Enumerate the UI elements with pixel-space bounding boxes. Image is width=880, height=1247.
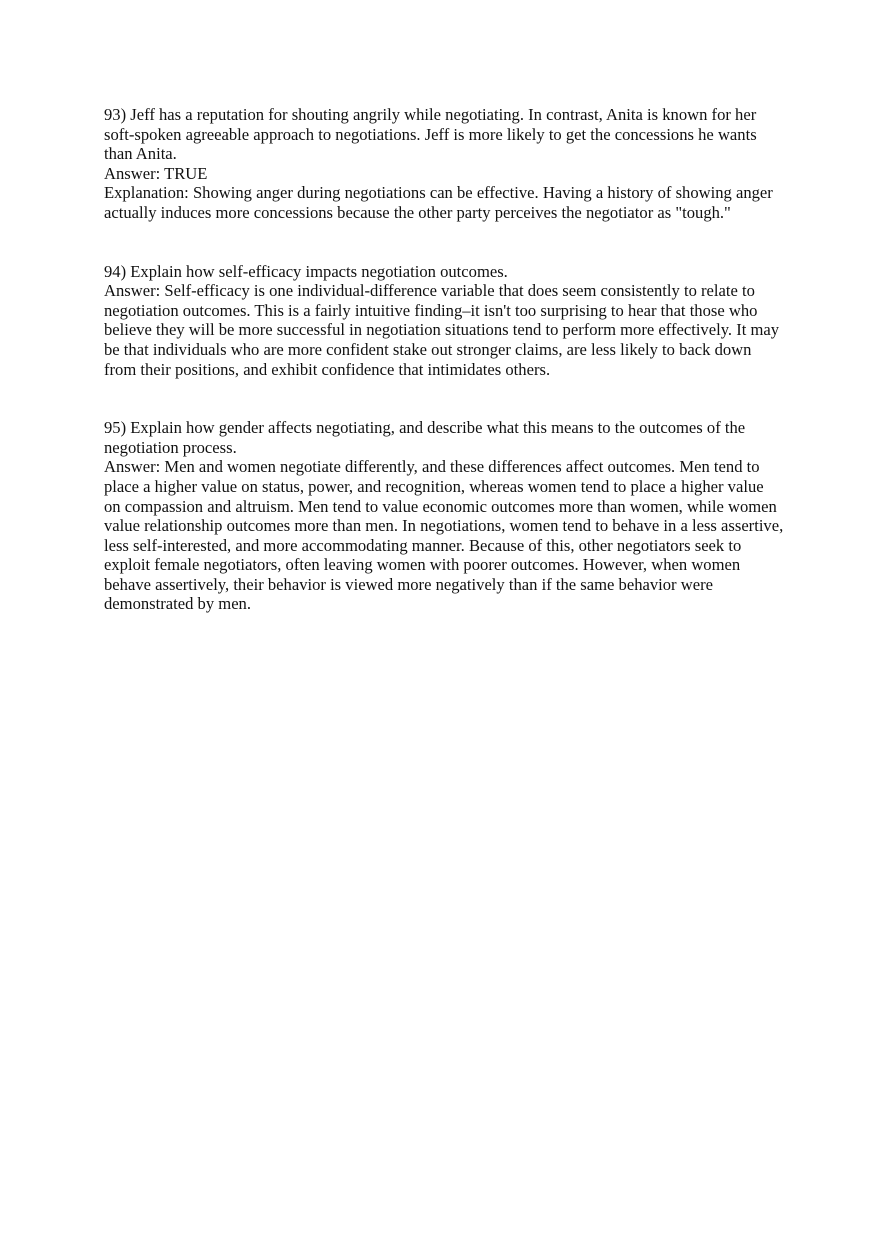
answer-text: Answer: Self-efficacy is one individual-difference variable that does seem consistently to relate to negotiation outcomes. This is a fairly intuitive finding–it isn't too surprising to hear that those who believe they will be more successful in negotiation situations tend to perform more effectively. It may be that individuals who are more confident stake out stronger claims, are less likely to back down from their positions, and exhibit confidence that intimidates others. xyxy=(104,281,780,379)
question-block-93 xyxy=(104,105,784,223)
question-text: 94) Explain how self-efficacy impacts negotiation outcomes. xyxy=(104,261,508,281)
question-text: 93) Jeff has a reputation for shouting angrily while negotiating. In contrast, Anita is known for her soft-spoken agreeable approach to negotiations. Jeff is more likely to get the concessions he wants than Anita. xyxy=(104,105,757,164)
question-text: 95) Explain how gender affects negotiating, and describe what this means to the outcomes of the negotiation process. xyxy=(104,418,746,457)
page-content xyxy=(104,105,784,614)
answer-text: Answer: TRUE xyxy=(104,163,208,183)
explanation-text: Explanation: Showing anger during negotiations can be effective. Having a history of showing anger actually induces more concessions because the other party perceives the negotiator as "tough." xyxy=(104,183,773,222)
answer-text: Answer: Men and women negotiate differently, and these differences affect outcomes. Men tend to place a higher value on status, power, and recognition, whereas women tend to place a higher value on compassion and altruism. Men tend to value economic outcomes more than women, while women value relationship outcomes more than men. In negotiations, women tend to behave in a less assertive, less self-interested, and more accommodating manner. Because of this, other negotiators seek to exploit female negotiators, often leaving women with poorer outcomes. However, when women behave assertively, their behavior is viewed more negatively than if the same behavior were demonstrated by men. xyxy=(104,457,784,614)
question-block-94 xyxy=(104,262,784,380)
question-block-95 xyxy=(104,418,784,614)
